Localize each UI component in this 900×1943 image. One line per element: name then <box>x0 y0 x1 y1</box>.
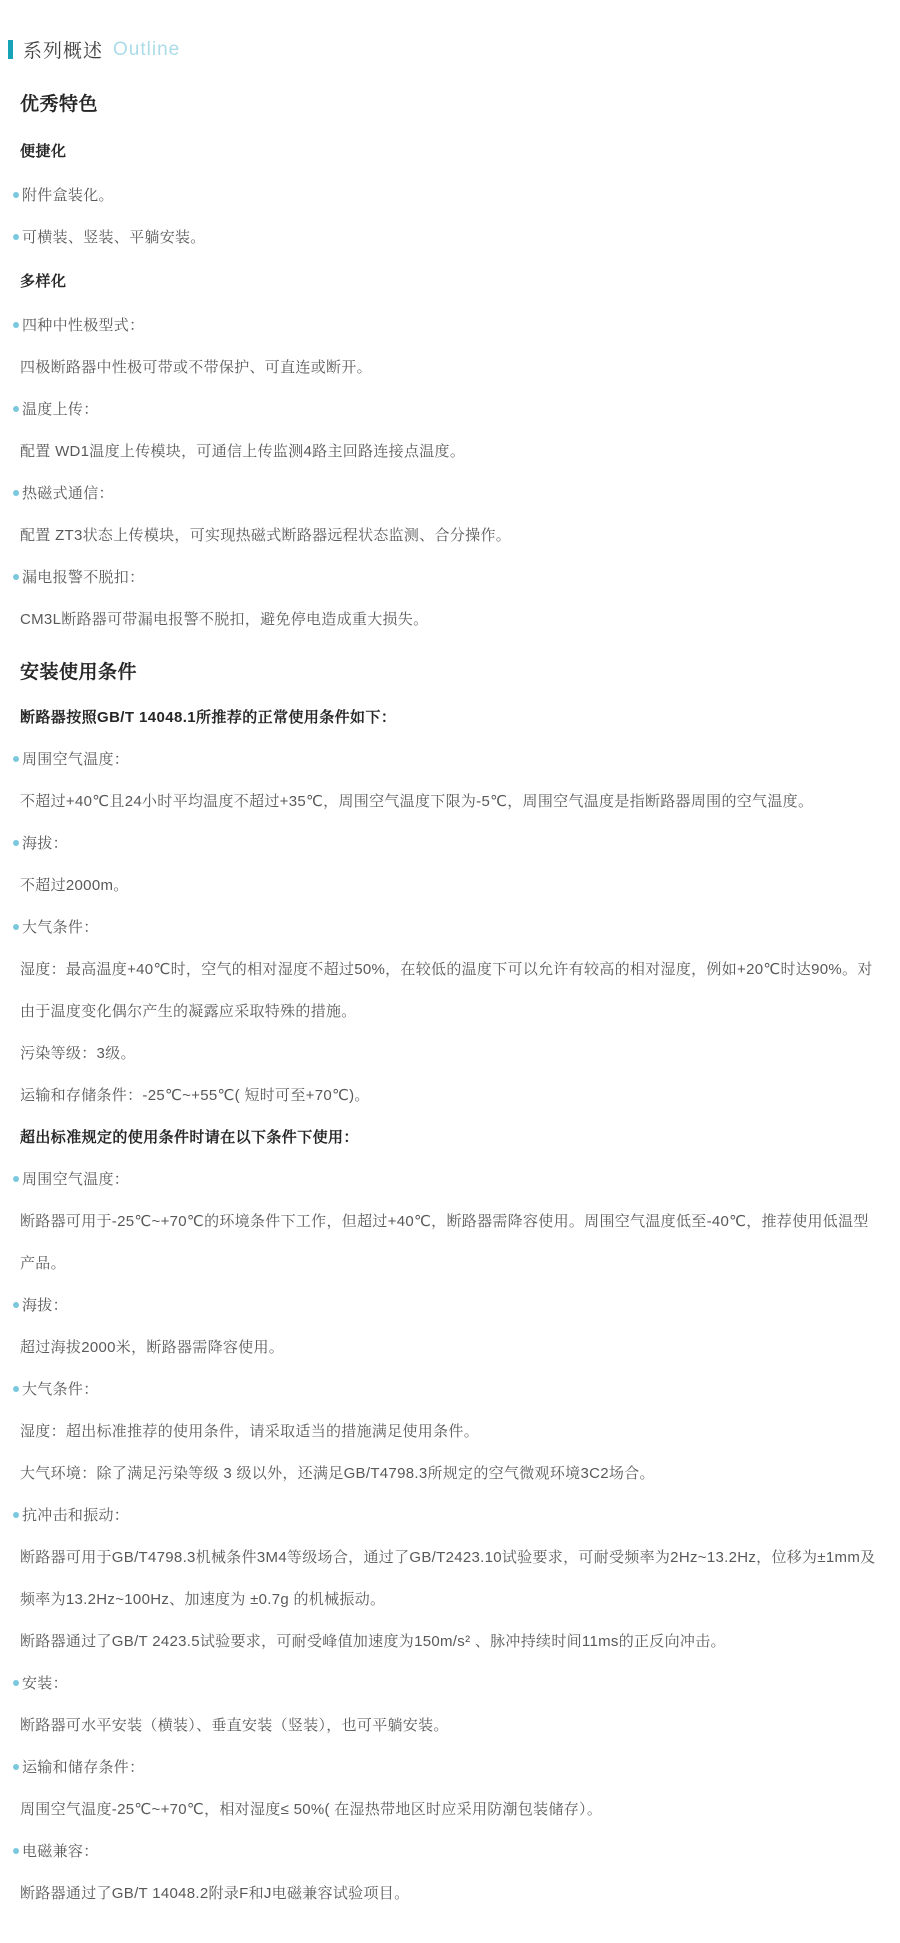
paragraph: CM3L断路器可带漏电报警不脱扣，避免停电造成重大损失。 <box>20 611 429 628</box>
bullet-icon <box>13 756 19 762</box>
bullet-text: 大气条件： <box>22 1381 99 1398</box>
bullet-text: 抗冲击和振动： <box>22 1507 130 1524</box>
bullet-item <box>13 739 880 781</box>
bullet-item <box>13 557 880 599</box>
bullet-icon <box>13 1176 19 1182</box>
bullet-icon <box>13 1764 19 1770</box>
paragraph: 断路器可水平安装（横装）、垂直安装（竖装），也可平躺安装。 <box>20 1717 449 1734</box>
paragraph: 四极断路器中性极可带或不带保护、可直连或断开。 <box>20 359 372 376</box>
bold-note: 超出标准规定的使用条件时请在以下条件下使用： <box>20 1129 359 1146</box>
bullet-icon <box>13 490 19 496</box>
bullet-icon <box>13 1680 19 1686</box>
bullet-item <box>13 473 880 515</box>
paragraph: 配置 WD1温度上传模块，可通信上传监测4路主回路连接点温度。 <box>20 443 466 460</box>
bullet-text: 漏电报警不脱扣： <box>22 569 145 586</box>
bullet-item <box>13 305 880 347</box>
paragraph: 运输和存储条件：-25℃~+55℃( 短时可至+70℃)。 <box>20 1087 370 1104</box>
paragraph: 湿度：最高温度+40℃时，空气的相对湿度不超过50%，在较低的温度下可以允许有较高的相对湿度，例如+20℃时达90%。对由于温度变化偶尔产生的凝露应采取特殊的措施。 <box>20 961 873 1020</box>
bullet-item <box>13 1747 880 1789</box>
paragraph: 超过海拔2000米，断路器需降容使用。 <box>20 1339 285 1356</box>
paragraph: 周围空气温度-25℃~+70℃，相对湿度≤ 50%( 在湿热带地区时应采用防潮包装储存）。 <box>20 1801 603 1818</box>
bullet-item <box>13 1831 880 1873</box>
bullet-item <box>13 217 880 259</box>
page-title: 系列概述 <box>23 41 104 62</box>
bullet-text: 四种中性极型式： <box>22 317 145 334</box>
accent-bar-icon <box>8 40 13 59</box>
bullet-text: 海拔： <box>22 835 68 852</box>
paragraph: 断路器可用于GB/T4798.3机械条件3M4等级场合，通过了GB/T2423.10试验要求，可耐受频率为2Hz~13.2Hz，位移为±1mm及频率为13.2Hz~100Hz、加速度为 ±0.7g 的机械振动。 <box>20 1549 876 1608</box>
bullet-text: 热磁式通信： <box>22 485 114 502</box>
bullet-item <box>13 1369 880 1411</box>
bullet-text: 电磁兼容： <box>22 1843 99 1860</box>
section-heading: 优秀特色 <box>20 94 99 115</box>
bullet-icon <box>13 924 19 930</box>
bullet-icon <box>13 322 19 328</box>
paragraph: 不超过+40℃且24小时平均温度不超过+35℃，周围空气温度下限为-5℃，周围空气温度是指断路器周围的空气温度。 <box>20 793 814 810</box>
bullet-text: 大气条件： <box>22 919 99 936</box>
bullet-item <box>13 907 880 949</box>
bullet-icon <box>13 574 19 580</box>
bold-note: 断路器按照GB/T 14048.1所推荐的正常使用条件如下： <box>20 709 397 726</box>
bullet-text: 可横装、竖装、平躺安装。 <box>22 229 206 246</box>
bullet-icon <box>13 192 19 198</box>
bullet-icon <box>13 840 19 846</box>
paragraph: 大气环境：除了满足污染等级 3 级以外，还满足GB/T4798.3所规定的空气微观环境3C2场合。 <box>20 1465 655 1482</box>
bullet-text: 附件盒装化。 <box>22 187 114 204</box>
paragraph: 断路器通过了GB/T 14048.2附录F和J电磁兼容试验项目。 <box>20 1885 410 1902</box>
bullet-icon <box>13 234 19 240</box>
bullet-item <box>13 823 880 865</box>
paragraph: 不超过2000m。 <box>20 877 129 894</box>
document-content <box>0 63 900 1915</box>
bullet-icon <box>13 406 19 412</box>
sub-heading: 便捷化 <box>20 143 67 160</box>
bullet-text: 温度上传： <box>22 401 99 418</box>
bullet-item <box>13 389 880 431</box>
section-heading: 安装使用条件 <box>20 662 138 683</box>
bullet-item <box>13 175 880 217</box>
bullet-text: 周围空气温度： <box>22 751 130 768</box>
bullet-text: 海拔： <box>22 1297 68 1314</box>
bullet-text: 安装： <box>22 1675 68 1692</box>
paragraph: 配置 ZT3状态上传模块，可实现热磁式断路器远程状态监测、合分操作。 <box>20 527 512 544</box>
bullet-icon <box>13 1848 19 1854</box>
bullet-text: 周围空气温度： <box>22 1171 130 1188</box>
bullet-icon <box>13 1512 19 1518</box>
bullet-item <box>13 1495 880 1537</box>
sub-heading: 多样化 <box>20 273 67 290</box>
page-title-en: Outline <box>113 38 181 60</box>
bullet-item <box>13 1159 880 1201</box>
bullet-item <box>13 1663 880 1705</box>
bullet-icon <box>13 1302 19 1308</box>
bullet-item <box>13 1285 880 1327</box>
section-header <box>0 0 900 63</box>
paragraph: 湿度：超出标准推荐的使用条件，请采取适当的措施满足使用条件。 <box>20 1423 480 1440</box>
paragraph: 污染等级：3级。 <box>20 1045 136 1062</box>
paragraph: 断路器通过了GB/T 2423.5试验要求，可耐受峰值加速度为150m/s² 、脉冲持续时间11ms的正反向冲击。 <box>20 1633 726 1650</box>
paragraph: 断路器可用于-25℃~+70℃的环境条件下工作，但超过+40℃，断路器需降容使用。周围空气温度低至-40℃，推荐使用低温型产品。 <box>20 1213 869 1272</box>
bullet-text: 运输和储存条件： <box>22 1759 145 1776</box>
bullet-icon <box>13 1386 19 1392</box>
